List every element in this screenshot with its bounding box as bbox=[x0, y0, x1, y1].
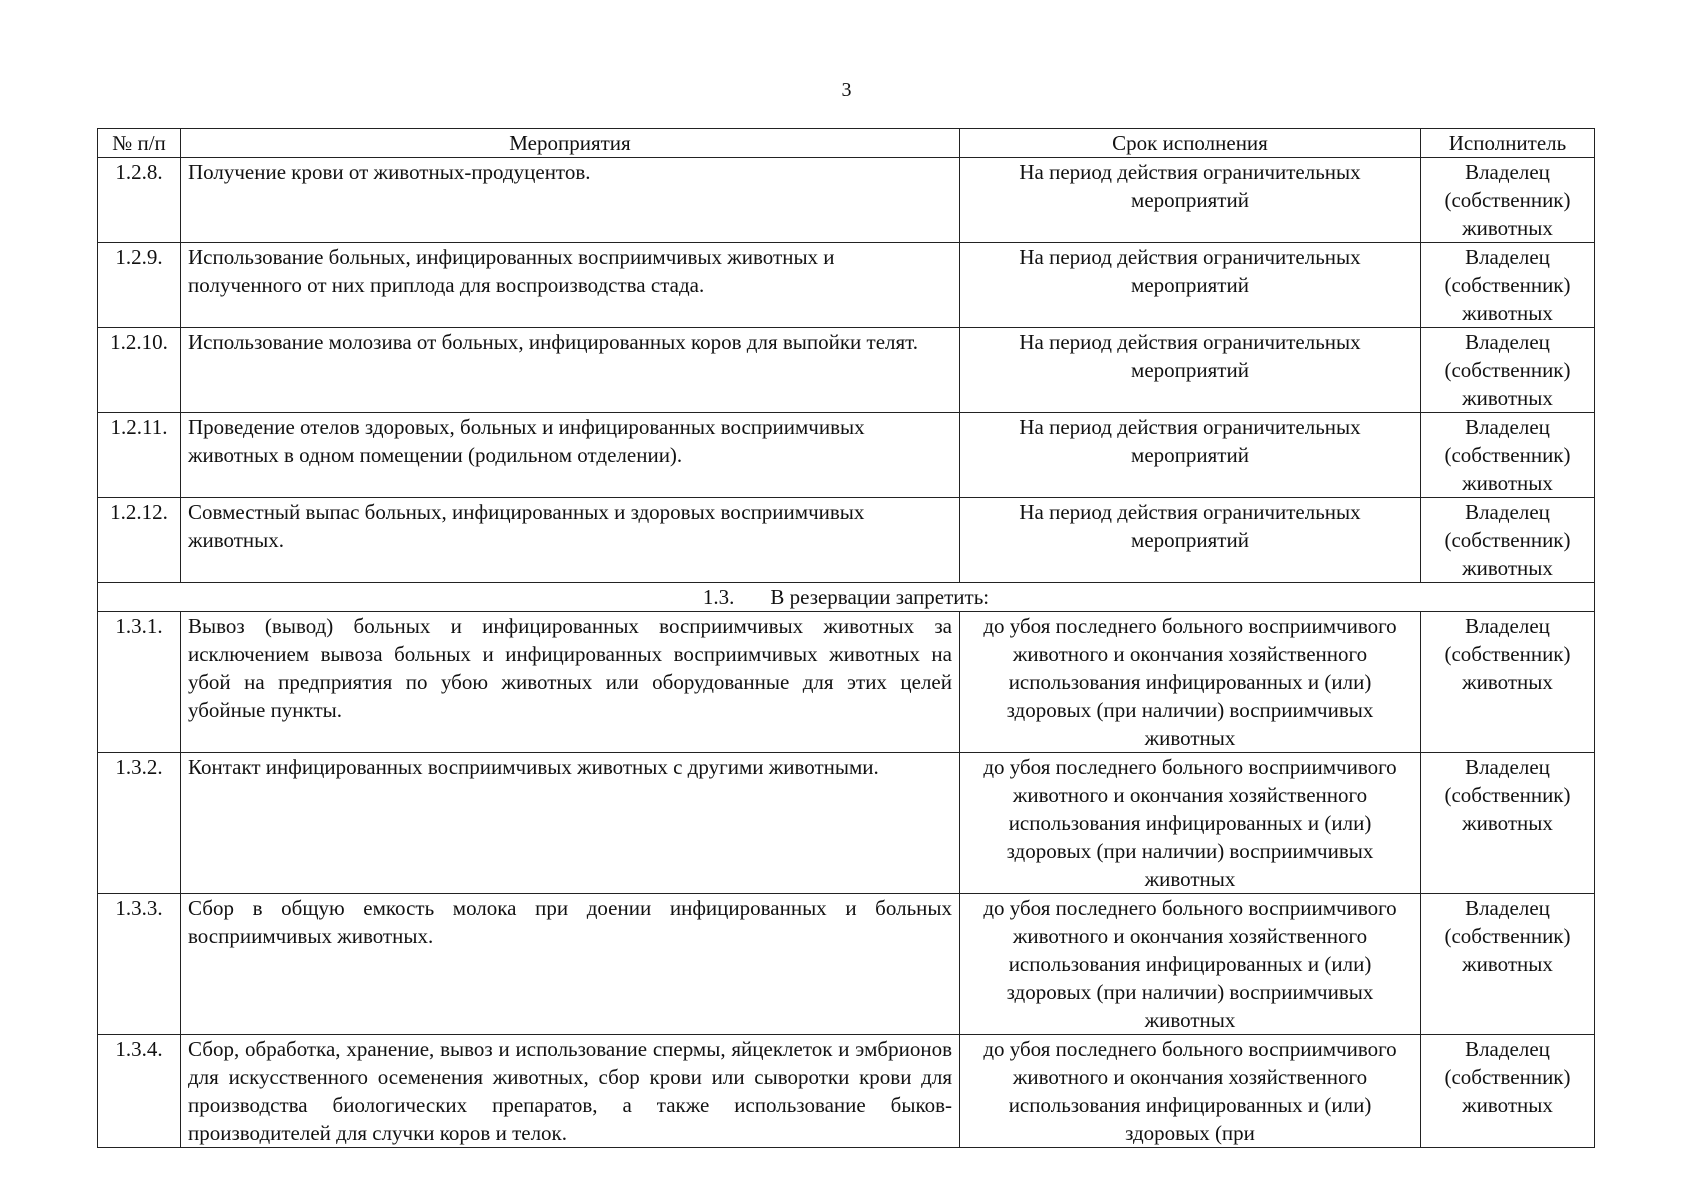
row-number: 1.2.10. bbox=[98, 328, 181, 413]
measures-table bbox=[97, 128, 1595, 1148]
row-term: до убоя последнего больного восприимчивого животного и окончания хозяйственного использования инфицированных и (или) здоровых (при наличии) восприимчивых животных bbox=[960, 612, 1421, 753]
row-executor: Владелец (собственник) животных bbox=[1421, 894, 1595, 1035]
row-term: до убоя последнего больного восприимчивого животного и окончания хозяйственного использования инфицированных и (или) здоровых (при наличии) восприимчивых животных bbox=[960, 753, 1421, 894]
row-activity: Получение крови от животных-продуцентов. bbox=[181, 158, 960, 243]
row-term: На период действия ограничительных мероприятий bbox=[960, 243, 1421, 328]
table-row bbox=[98, 753, 1595, 894]
row-number: 1.3.2. bbox=[98, 753, 181, 894]
table-row bbox=[98, 894, 1595, 1035]
table-row bbox=[98, 158, 1595, 243]
row-term: На период действия ограничительных мероприятий bbox=[960, 413, 1421, 498]
row-executor: Владелец (собственник) животных bbox=[1421, 243, 1595, 328]
row-executor: Владелец (собственник) животных bbox=[1421, 413, 1595, 498]
header-number: № п/п bbox=[98, 129, 181, 158]
row-activity: Совместный выпас больных, инфицированных и здоровых восприимчивых животных. bbox=[181, 498, 960, 583]
table-row bbox=[98, 413, 1595, 498]
row-number: 1.3.3. bbox=[98, 894, 181, 1035]
table-row bbox=[98, 328, 1595, 413]
row-executor: Владелец (собственник) животных bbox=[1421, 1035, 1595, 1148]
row-activity: Использование больных, инфицированных восприимчивых животных и полученного от них приплода для воспроизводства стада. bbox=[181, 243, 960, 328]
row-activity: Контакт инфицированных восприимчивых животных с другими животными. bbox=[181, 753, 960, 894]
row-term: На период действия ограничительных мероприятий bbox=[960, 328, 1421, 413]
row-activity: Сбор в общую емкость молока при доении инфицированных и больных восприимчивых животных. bbox=[181, 894, 960, 1035]
header-activity: Мероприятия bbox=[181, 129, 960, 158]
row-number: 1.2.8. bbox=[98, 158, 181, 243]
row-number: 1.2.9. bbox=[98, 243, 181, 328]
row-activity: Использование молозива от больных, инфицированных коров для выпойки телят. bbox=[181, 328, 960, 413]
table-row bbox=[98, 243, 1595, 328]
row-number: 1.2.11. bbox=[98, 413, 181, 498]
header-executor: Исполнитель bbox=[1421, 129, 1595, 158]
row-executor: Владелец (собственник) животных bbox=[1421, 158, 1595, 243]
table-row bbox=[98, 1035, 1595, 1148]
section-number: 1.3. bbox=[702, 585, 735, 609]
row-term: На период действия ограничительных мероприятий bbox=[960, 158, 1421, 243]
table-row bbox=[98, 612, 1595, 753]
row-activity: Вывоз (вывод) больных и инфицированных восприимчивых животных за исключением вывоза больных и инфицированных восприимчивых животных на убой на предприятия по убою животных или оборудованные для этих целей убойные пункты. bbox=[181, 612, 960, 753]
page-number: 3 bbox=[841, 79, 852, 101]
row-executor: Владелец (собственник) животных bbox=[1421, 612, 1595, 753]
row-executor: Владелец (собственник) животных bbox=[1421, 753, 1595, 894]
row-number: 1.3.1. bbox=[98, 612, 181, 753]
table-row bbox=[98, 498, 1595, 583]
section-title: В резервации запретить: bbox=[770, 585, 990, 609]
row-activity: Сбор, обработка, хранение, вывоз и использование спермы, яйцеклеток и эмбрионов для искусственного осеменения животных, сбор крови или сыворотки крови для производства биологических препаратов, а также использование быков-производителей для случки коров и телок. bbox=[181, 1035, 960, 1148]
row-term: до убоя последнего больного восприимчивого животного и окончания хозяйственного использования инфицированных и (или) здоровых (при bbox=[960, 1035, 1421, 1148]
row-executor: Владелец (собственник) животных bbox=[1421, 328, 1595, 413]
section-row bbox=[98, 583, 1595, 612]
row-term: до убоя последнего больного восприимчивого животного и окончания хозяйственного использования инфицированных и (или) здоровых (при наличии) восприимчивых животных bbox=[960, 894, 1421, 1035]
row-executor: Владелец (собственник) животных bbox=[1421, 498, 1595, 583]
row-activity: Проведение отелов здоровых, больных и инфицированных восприимчивых животных в одном помещении (родильном отделении). bbox=[181, 413, 960, 498]
header-term: Срок исполнения bbox=[960, 129, 1421, 158]
table-header-row bbox=[98, 129, 1595, 158]
row-number: 1.3.4. bbox=[98, 1035, 181, 1148]
row-term: На период действия ограничительных мероприятий bbox=[960, 498, 1421, 583]
section-heading bbox=[98, 583, 1595, 612]
row-number: 1.2.12. bbox=[98, 498, 181, 583]
